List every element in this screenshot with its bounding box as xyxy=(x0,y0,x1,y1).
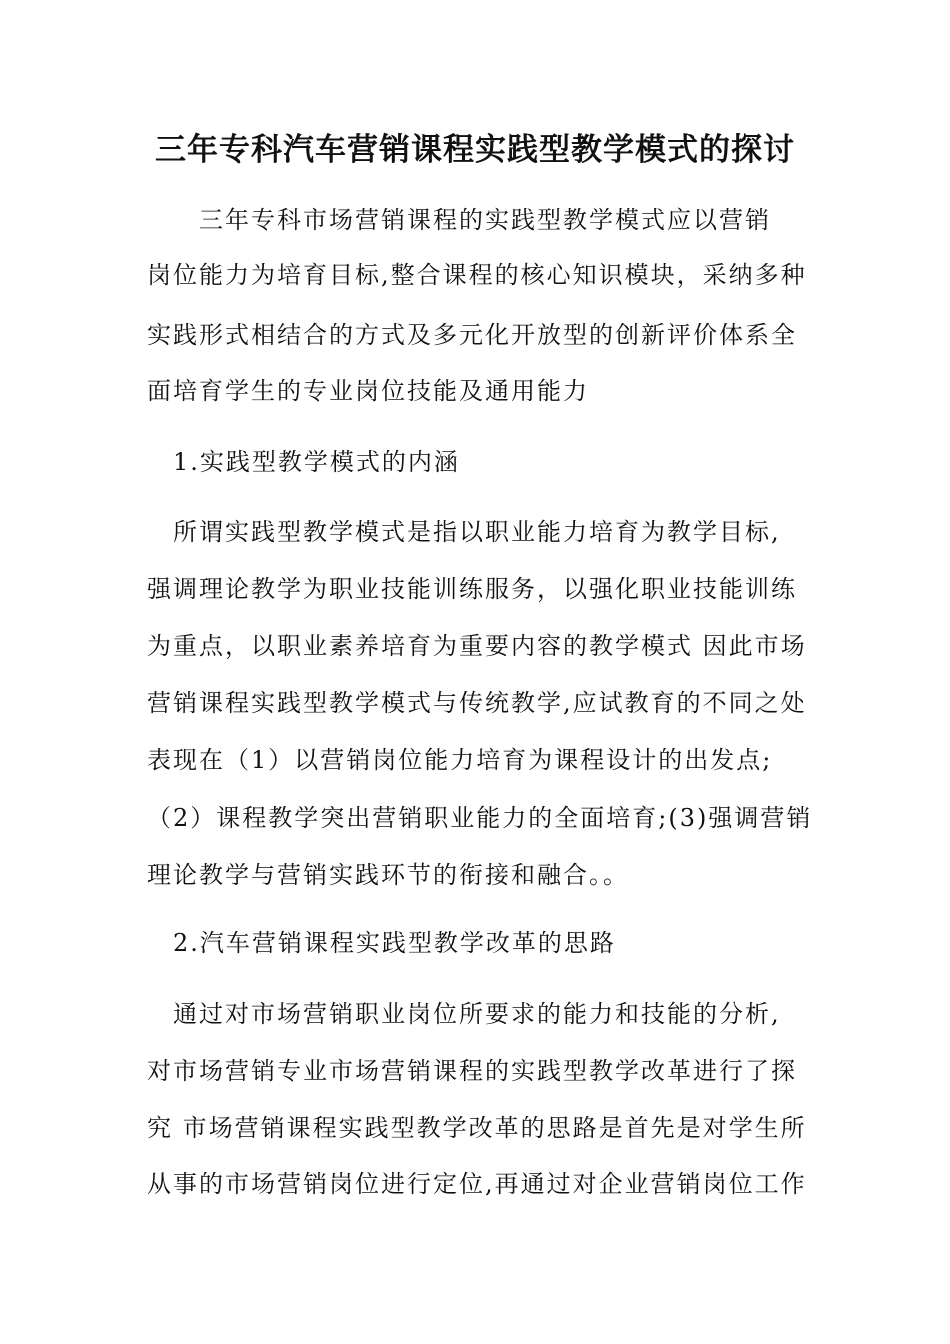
text-line: 究 市场营销课程实践型教学改革的思路是首先是对学生所 xyxy=(147,1114,807,1142)
text-line: 所谓实践型教学模式是指以职业能力培育为教学目标, xyxy=(147,518,781,546)
text-line: 强调理论教学为职业技能训练服务，以强化职业技能训练 xyxy=(147,575,797,603)
text-line: 面培育学生的专业岗位技能及通用能力 xyxy=(147,377,589,405)
text-line: 为重点，以职业素养培育为重要内容的教学模式 因此市场 xyxy=(147,632,807,660)
text-line: 对市场营销专业市场营销课程的实践型教学改革进行了探 xyxy=(147,1057,797,1085)
document-title: 三年专科汽车营销课程实践型教学模式的探讨 xyxy=(155,132,795,168)
text-line: 从事的市场营销岗位进行定位,再通过对企业营销岗位工作 xyxy=(147,1170,807,1198)
text-line: 营销课程实践型教学模式与传统教学,应试教育的不同之处 xyxy=(147,689,807,717)
text-line: 三年专科市场营销课程的实践型教学模式应以营销 xyxy=(147,206,771,234)
text-line: （2）课程教学突出营销职业能力的全面培育;(3)强调营销 xyxy=(147,804,813,832)
section-heading: 1.实践型教学模式的内涵 xyxy=(147,448,460,476)
text-line: 实践形式相结合的方式及多元化开放型的创新评价体系全 xyxy=(147,321,797,349)
text-line: 理论教学与营销实践环节的衔接和融合。。 xyxy=(147,861,629,889)
section-heading: 2.汽车营销课程实践型教学改革的思路 xyxy=(147,929,616,957)
text-line: 岗位能力为培育目标,整合课程的核心知识模块，采纳多种 xyxy=(147,261,807,289)
text-line: 表现在（1）以营销岗位能力培育为课程设计的出发点; xyxy=(147,746,773,774)
text-line: 通过对市场营销职业岗位所要求的能力和技能的分析, xyxy=(147,1000,781,1028)
